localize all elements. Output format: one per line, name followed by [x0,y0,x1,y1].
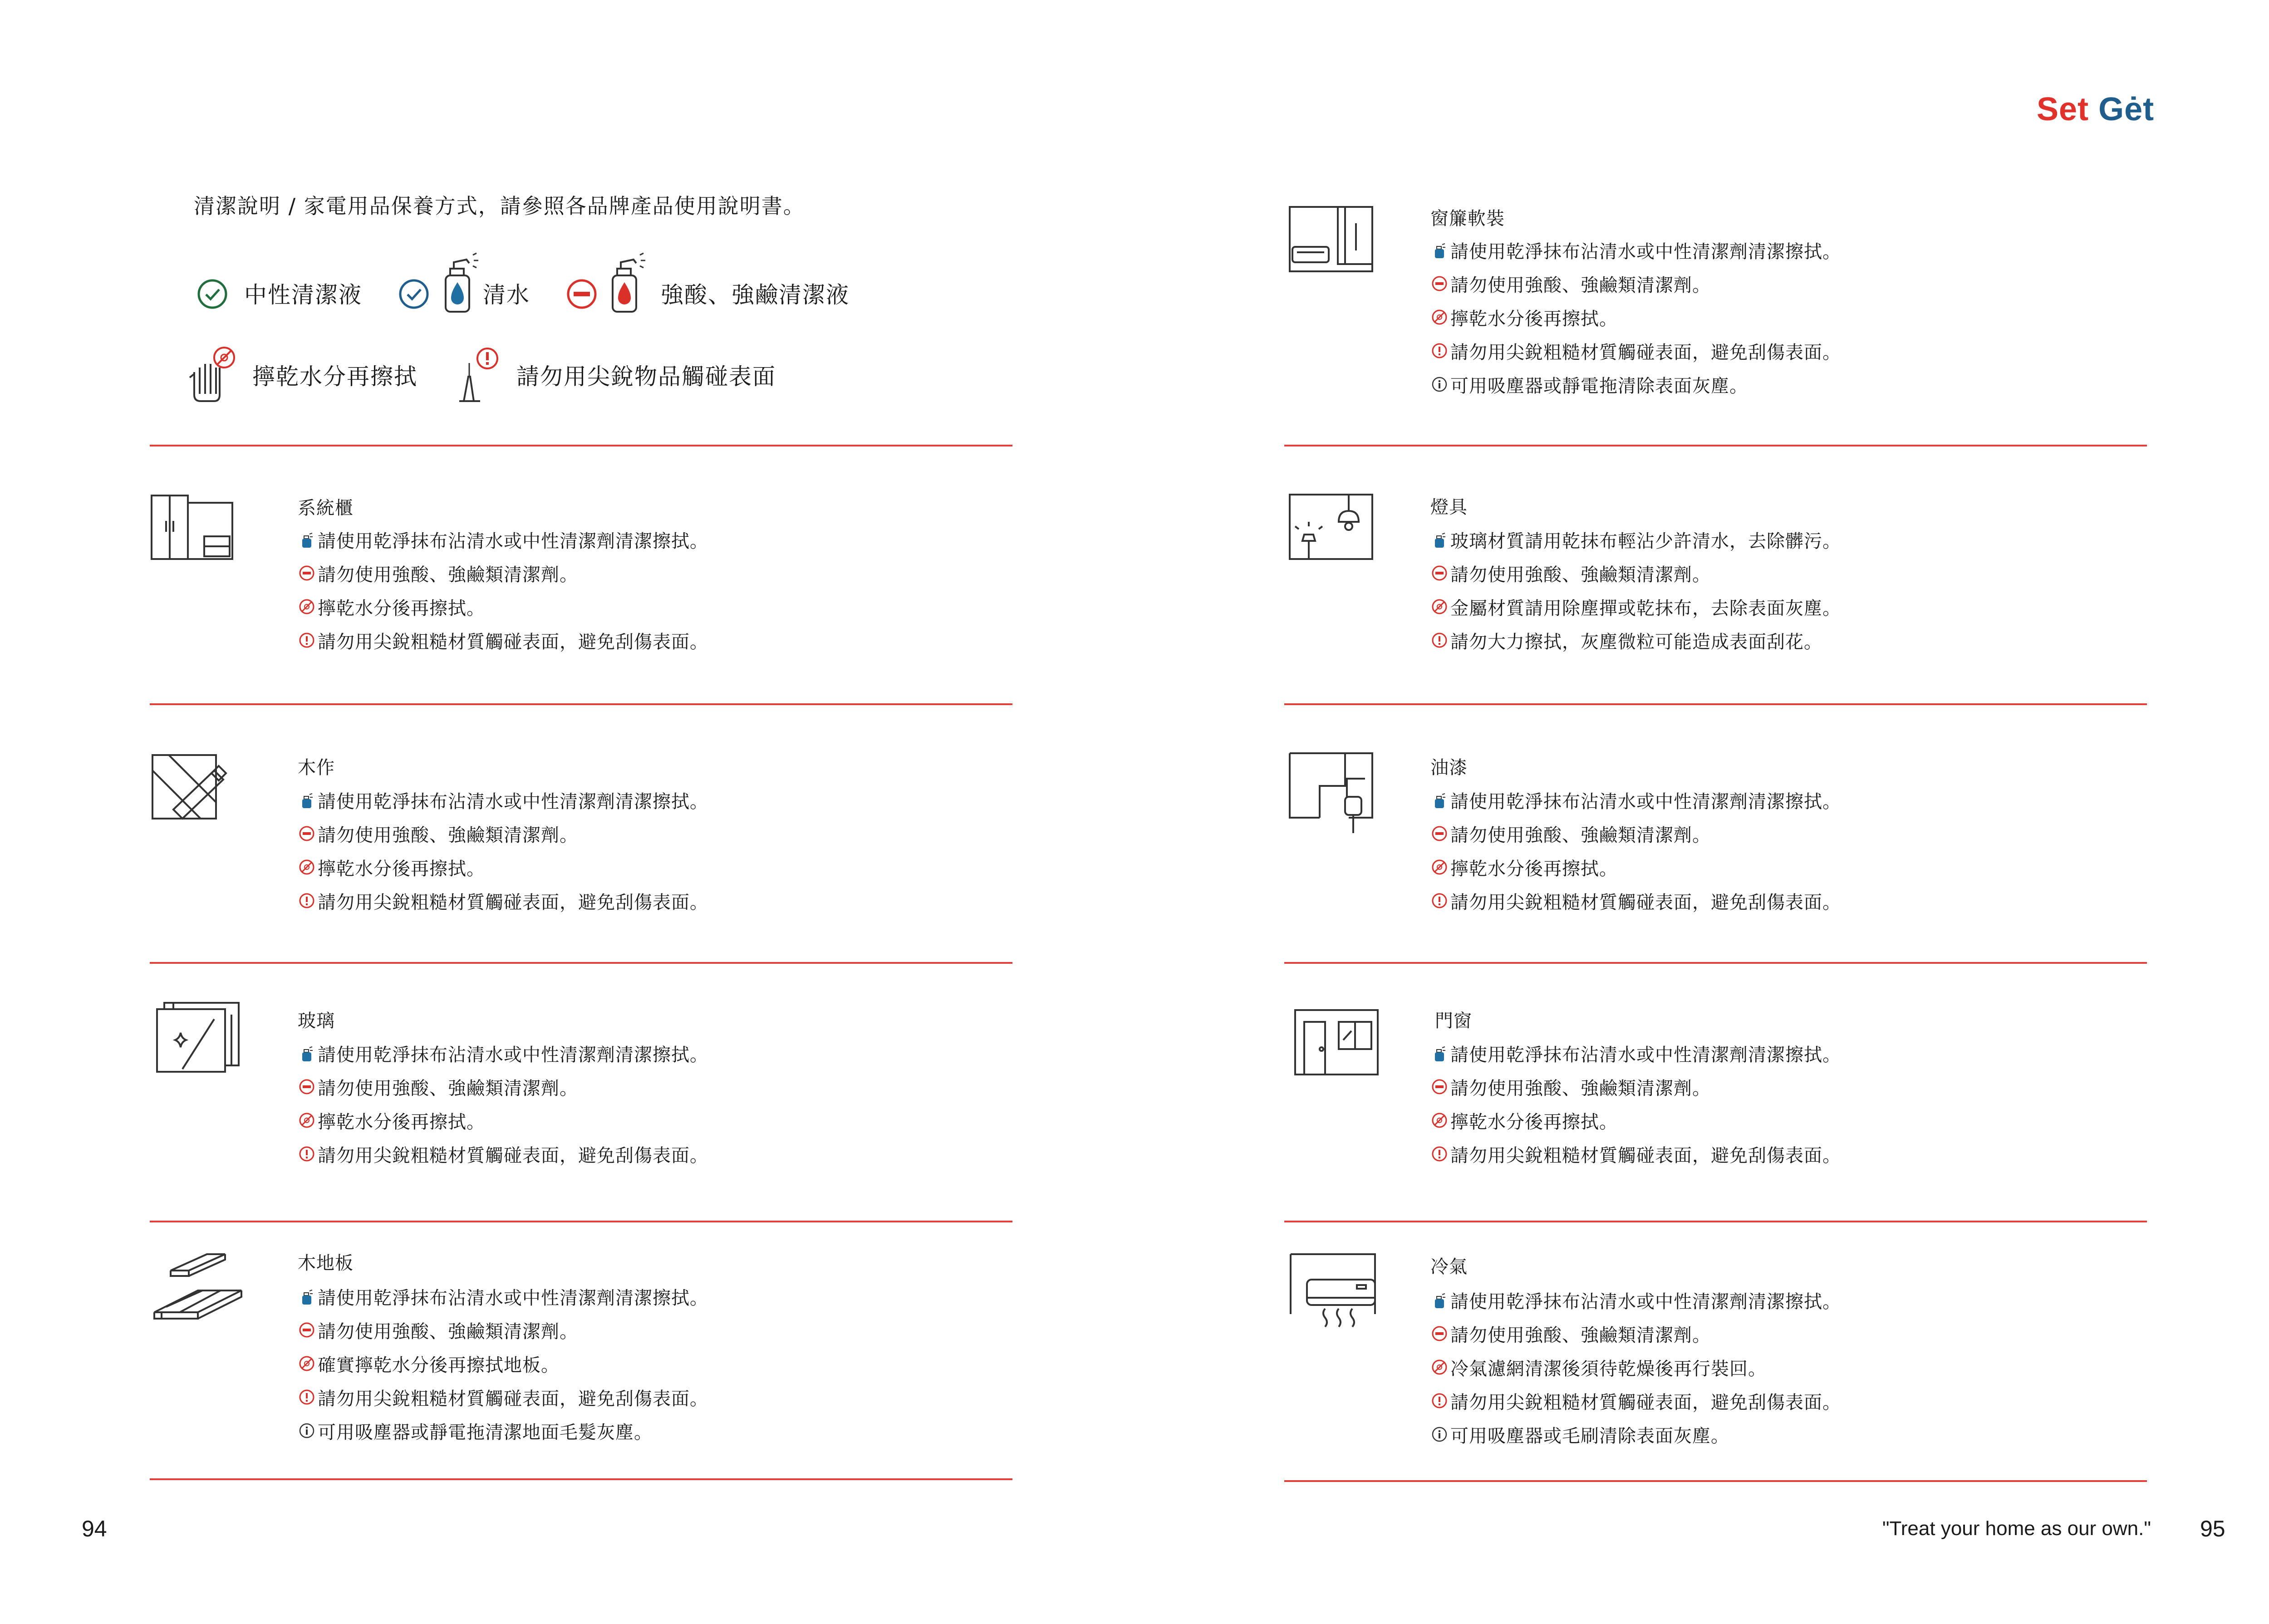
instruction-line [1430,270,1711,298]
check-circle-icon [196,278,229,310]
spray-bottle-icon [298,530,316,549]
minus-circle-icon [298,824,316,843]
section-divider [1284,703,2147,705]
minus-circle-icon [1430,1325,1449,1343]
instruction-line [298,1073,578,1101]
sharp-object-warning-icon [456,345,506,404]
glass-panel-icon [155,1001,241,1074]
intro-heading: 清潔說明 / 家電用品保養方式，請參照各品牌產品使用說明書。 [194,194,805,218]
check-circle-icon [398,278,430,310]
warning-icon [298,1145,316,1163]
instruction-text: 可用吸塵器或毛刷清除表面灰塵。 [1450,1425,1729,1447]
brand-logo-part-set: Set [2037,91,2089,128]
instruction-text: 請使用乾淨抹布沾清水或中性清潔劑清潔擦拭。 [318,1044,708,1065]
instruction-line [1430,1420,1729,1448]
page-number-right: 95 [2200,1516,2225,1541]
instruction-line [1430,1039,1841,1067]
instruction-text: 請勿用尖銳粗糙材質觸碰表面，避免刮傷表面。 [1450,1145,1841,1166]
spray-bottle-icon [298,791,316,809]
instruction-line [1430,1073,1711,1101]
instruction-text: 請勿用尖銳粗糙材質觸碰表面，避免刮傷表面。 [1450,342,1841,363]
instruction-line [1430,626,1822,654]
instruction-text: 確實擰乾水分後再擦拭地板。 [318,1354,560,1376]
warning-icon [298,1388,316,1406]
legend-water-label: 清水 [483,282,530,308]
instruction-text: 請使用乾淨抹布沾清水或中性清潔劑清潔擦拭。 [1450,1044,1841,1065]
instruction-line [298,786,708,814]
paint-roller-icon [1288,751,1374,833]
section-divider [1284,962,2147,964]
section-divider [1284,1221,2147,1222]
instruction-text: 請勿用尖銳粗糙材質觸碰表面，避免刮傷表面。 [1450,1392,1841,1413]
spray-bottle-icon [1430,791,1449,809]
instruction-line [1430,1387,1841,1415]
prohibited-icon [298,598,316,616]
instruction-line [298,525,708,554]
instruction-line [1430,559,1711,587]
instruction-text: 請使用乾淨抹布沾清水或中性清潔劑清潔擦拭。 [1450,1291,1841,1312]
footer-quote: "Treat your home as our own." [1882,1517,2151,1540]
instruction-text: 請使用乾淨抹布沾清水或中性清潔劑清潔擦拭。 [318,1287,708,1309]
instruction-text: 請使用乾淨抹布沾清水或中性清潔劑清潔擦拭。 [318,530,708,552]
warning-icon [1430,342,1449,360]
instruction-text: 擰乾水分後再擦拭。 [1450,858,1618,879]
instruction-line [1430,1320,1711,1348]
instruction-line [298,1316,578,1344]
prohibited-icon [298,858,316,876]
prohibited-icon [1430,1111,1449,1129]
section-title: 油漆 [1430,757,1468,778]
instruction-line [1430,1286,1841,1314]
instruction-text: 請勿使用強酸、強鹼類清潔劑。 [1450,1325,1711,1346]
instruction-text: 冷氣濾網清潔後須待乾燥後再行裝回。 [1450,1358,1767,1379]
section-title: 窗簾軟裝 [1430,208,1505,229]
section-title: 玻璃 [298,1011,335,1031]
instruction-text: 請勿使用強酸、強鹼類清潔劑。 [318,1078,578,1099]
air-conditioner-icon [1289,1252,1380,1334]
prohibited-icon [1430,1358,1449,1376]
instruction-line [298,1417,653,1445]
wring-hand-icon [188,345,238,404]
instruction-line [298,559,578,587]
instruction-text: 可用吸塵器或靜電拖清除表面灰塵。 [1450,375,1748,397]
info-icon [298,1422,316,1440]
instruction-line [1430,337,1841,365]
instruction-line [298,1383,708,1411]
instruction-text: 請勿用尖銳粗糙材質觸碰表面，避免刮傷表面。 [1450,892,1841,913]
prohibited-icon [298,1111,316,1129]
instruction-line [1430,819,1711,848]
minus-circle-icon [565,278,598,310]
instruction-text: 請使用乾淨抹布沾清水或中性清潔劑清潔擦拭。 [1450,241,1841,262]
instruction-line [1430,303,1618,331]
instruction-text: 擰乾水分後再擦拭。 [318,1111,485,1133]
lamp-icon [1288,493,1374,561]
section-title: 木地板 [298,1253,354,1274]
instruction-text: 請使用乾淨抹布沾清水或中性清潔劑清潔擦拭。 [1450,791,1841,812]
section-divider [1284,1480,2147,1482]
instruction-text: 請勿使用強酸、強鹼類清潔劑。 [1450,275,1711,296]
instruction-line [298,887,708,915]
brand-logo [2037,91,2154,128]
prohibited-icon [1430,858,1449,876]
warning-icon [298,892,316,910]
spray-bottle-icon [1430,530,1449,549]
spray-bottle-icon [1430,1044,1449,1062]
prohibited-icon [1430,598,1449,616]
instruction-line [298,626,708,654]
legend-wring-label: 擰乾水分再擦拭 [252,363,417,390]
instruction-line [298,1282,708,1310]
instruction-line [298,1106,485,1134]
spray-bottle-icon [298,1044,316,1062]
minus-circle-icon [298,1078,316,1096]
instruction-text: 擰乾水分後再擦拭。 [318,858,485,879]
warning-icon [1430,1145,1449,1163]
instruction-line [1430,236,1841,264]
instruction-line [1430,853,1618,881]
minus-circle-icon [1430,564,1449,582]
acid-spray-bottle-icon [604,250,653,314]
instruction-line [298,1349,560,1378]
section-divider [150,1221,1012,1222]
instruction-line [1430,1106,1618,1134]
instruction-text: 請勿使用強酸、強鹼類清潔劑。 [1450,824,1711,846]
info-icon [1430,1425,1449,1443]
instruction-text: 請勿使用強酸、強鹼類清潔劑。 [318,1321,578,1342]
curtain-sofa-icon [1288,205,1374,273]
warning-icon [298,631,316,649]
instruction-line [1430,370,1748,398]
page-number-left: 94 [82,1516,107,1541]
legend-sharp-label: 請勿用尖銳物品觸碰表面 [516,363,776,390]
section-divider [150,703,1012,705]
instruction-text: 請勿使用強酸、強鹼類清潔劑。 [318,824,578,846]
minus-circle-icon [298,564,316,582]
brand-logo-part-get: Gėt [2098,91,2155,128]
section-title: 木作 [298,757,335,778]
instruction-line [1430,1353,1767,1381]
warning-icon [1430,1392,1449,1410]
prohibited-icon [298,1354,316,1373]
instruction-line [298,1039,708,1067]
instruction-text: 擰乾水分後再擦拭。 [1450,308,1618,329]
instruction-text: 請勿使用強酸、強鹼類清潔劑。 [318,564,578,585]
section-divider [150,1478,1012,1480]
instruction-line [1430,1140,1841,1168]
spray-bottle-icon [298,1287,316,1305]
prohibited-icon [1430,308,1449,326]
minus-circle-icon [1430,824,1449,843]
section-divider [1284,445,2147,446]
instruction-line [1430,786,1841,814]
carpentry-saw-icon [151,752,228,825]
instruction-text: 擰乾水分後再擦拭。 [318,598,485,619]
water-spray-bottle-icon [437,250,486,314]
instruction-line [298,819,578,848]
section-title: 燈具 [1430,497,1468,518]
instruction-text: 請勿用尖銳粗糙材質觸碰表面，避免刮傷表面。 [318,631,708,653]
warning-icon [1430,892,1449,910]
minus-circle-icon [298,1321,316,1339]
instruction-line [1430,887,1841,915]
section-title: 門窗 [1435,1011,1472,1031]
spray-bottle-icon [1430,1291,1449,1309]
warning-icon [1430,631,1449,649]
instruction-text: 玻璃材質請用乾抹布輕沾少許清水，去除髒污。 [1450,530,1841,552]
info-icon [1430,375,1449,393]
instruction-line [1430,593,1841,621]
section-title: 系統櫃 [298,498,354,519]
instruction-line [298,1140,708,1168]
instruction-text: 可用吸塵器或靜電拖清潔地面毛髮灰塵。 [318,1422,653,1443]
wood-floor-icon [152,1252,243,1330]
instruction-text: 請勿用尖銳粗糙材質觸碰表面，避免刮傷表面。 [318,1388,708,1409]
instruction-text: 請勿使用強酸、強鹼類清潔劑。 [1450,1078,1711,1099]
section-title: 冷氣 [1430,1256,1468,1277]
section-divider [150,962,1012,964]
instruction-text: 金屬材質請用除塵撣或乾抹布，去除表面灰塵。 [1450,598,1841,619]
spray-bottle-icon [1430,241,1449,259]
section-divider [150,445,1012,446]
instruction-line [1430,525,1841,554]
instruction-text: 擰乾水分後再擦拭。 [1450,1111,1618,1133]
minus-circle-icon [1430,275,1449,293]
instruction-text: 請勿用尖銳粗糙材質觸碰表面，避免刮傷表面。 [318,892,708,913]
instruction-text: 請勿使用強酸、強鹼類清潔劑。 [1450,564,1711,585]
instruction-line [298,593,485,621]
instruction-text: 請使用乾淨抹布沾清水或中性清潔劑清潔擦拭。 [318,791,708,812]
instruction-text: 請勿大力擦拭，灰塵微粒可能造成表面刮花。 [1450,631,1822,653]
door-window-icon [1293,1008,1380,1076]
instruction-text: 請勿用尖銳粗糙材質觸碰表面，避免刮傷表面。 [318,1145,708,1166]
legend-acid-label: 強酸、強鹼清潔液 [661,282,850,308]
legend-neutral-label: 中性清潔液 [244,282,362,308]
instruction-line [298,853,485,881]
system-cabinet-icon [150,494,236,562]
minus-circle-icon [1430,1078,1449,1096]
